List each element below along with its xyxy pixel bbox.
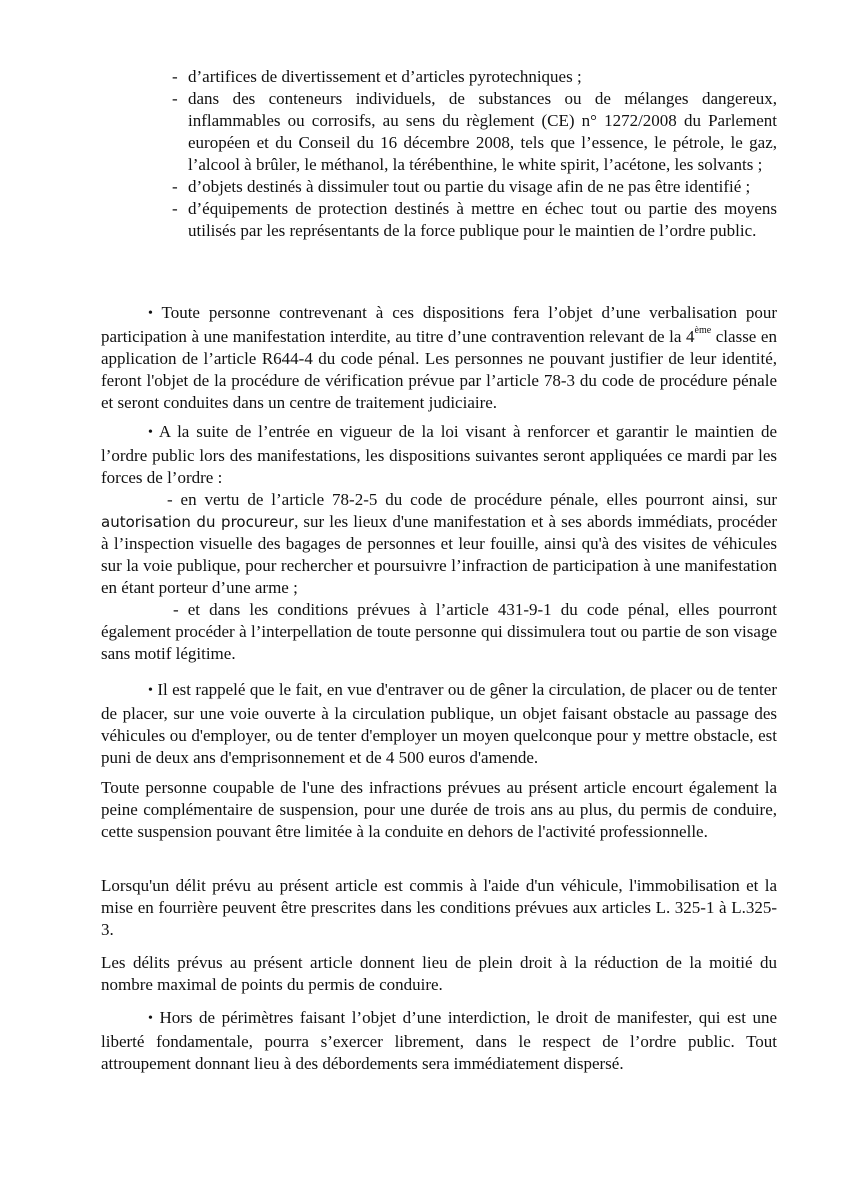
- list-item: [164, 198, 777, 242]
- dash-marker: -: [172, 89, 178, 108]
- paragraph-intro: A la suite de l’entrée en vigueur de la loi visant à renforcer et garantir le maintien de l’ordre public lors des manifestations, les dispositions suivantes seront appliquées ce mardi par les forces de l’ordre :: [101, 422, 778, 487]
- sub-provision-arrest: - et dans les conditions prévues à l’article 431-9-1 du code pénal, elles pourront également procéder à l’interpellation de toute personne qui dissimulera tout ou partie de son visage sans motif légitime.: [101, 600, 777, 663]
- bullet-icon: •: [148, 1011, 153, 1026]
- paragraph-verbalisation: • Toute personne contrevenant à ces dispositions fera l’objet d’une verbalisation pour participation à une manifestation interdite, au titre d’une contravention relevant de la 4ème classe en application de l’article R644-4 du code pénal. Les personnes ne pouvant justifier de leur identité, feront l'objet de la procédure de vérification prévue par l’article 78-3 du code de procédure pénale et seront conduites dans un centre de traitement judiciaire.: [101, 303, 777, 412]
- paragraph-obstruction: • Il est rappelé que le fait, en vue d'entraver ou de gêner la circulation, de placer ou de tenter de placer, sur une voie ouverte à la circulation publique, un objet faisant obstacle au passage des véhicules ou d'employer, ou de tenter d'employer un moyen quelconque pour y mettre obstacle, est puni de deux ans d'emprisonnement et de 4 500 euros d'amende.: [101, 680, 777, 767]
- bullet-icon: •: [148, 425, 153, 440]
- prohibited-items-list: [164, 66, 777, 242]
- paragraph-vehicle: Lorsqu'un délit prévu au présent article est commis à l'aide d'un véhicule, l'immobilisation et la mise en fourrière peuvent être prescrites dans les conditions prévues aux articles L. 325-1 à L.325-3.: [101, 876, 777, 939]
- dash-marker: -: [172, 177, 178, 196]
- dash-marker: -: [172, 199, 178, 218]
- list-item-text: d’objets destinés à dissimuler tout ou partie du visage afin de ne pas être identifié ;: [188, 177, 751, 196]
- paragraph-points: Les délits prévus au présent article donnent lieu de plein droit à la réduction de la moitié du nombre maximal de points du permis de conduire.: [101, 953, 777, 994]
- list-item-text: dans des conteneurs individuels, de substances ou de mélanges dangereux, inflammables ou corrosifs, au sens du règlement (CE) n° 1272/2008 du Parlement européen et du Conseil du 16 décembre 2008, tels que l’essence, le pétrole, le gaz, l’alcool à brûler, le méthanol, la térébenthine, le white spirit, l’acétone, les solvants ;: [188, 89, 777, 174]
- bullet-icon: •: [148, 683, 153, 698]
- list-item-text: d’équipements de protection destinés à mettre en échec tout ou partie des moyens utilisés par les représentants de la force publique pour le maintien de l’ordre public.: [188, 199, 777, 240]
- list-item-text: d’artifices de divertissement et d’articles pyrotechniques ;: [188, 67, 582, 86]
- bullet-icon: •: [148, 306, 153, 321]
- list-item: [164, 176, 777, 198]
- list-item: [164, 66, 777, 88]
- paragraph-right-to-demonstrate: • Hors de périmètres faisant l’objet d’une interdiction, le droit de manifester, qui est une liberté fondamentale, pourra s’exercer librement, dans le respect de l’ordre public. Tout attroupement donnant lieu à des débordements sera immédiatement dispersé.: [101, 1008, 778, 1073]
- paragraph-suspension: Toute personne coupable de l'une des infractions prévues au présent article encourt également la peine complémentaire de suspension, pour une durée de trois ans au plus, du permis de conduire, cette suspension pouvant être limitée à la conduite en dehors de l'activité professionnelle.: [101, 778, 777, 841]
- paragraph-new-law: [101, 421, 777, 665]
- superscript-ordinal: ème: [694, 325, 712, 337]
- dash-marker: -: [172, 67, 178, 86]
- list-item: [164, 88, 777, 176]
- sub-provision-inspection: - en vertu de l’article 78-2-5 du code de procédure pénale, elles pourront ainsi, sur autorisation du procureur, sur les lieux d'une manifestation et à ses abords immédiats, procéder à l’inspection visuelle des bagages de personnes et leur fouille, ainsi qu'à des visites de véhicules sur la voie publique, pour rechercher et poursuivre l’infraction de participation à une manifestation en étant porteur d’une arme ;: [101, 490, 777, 597]
